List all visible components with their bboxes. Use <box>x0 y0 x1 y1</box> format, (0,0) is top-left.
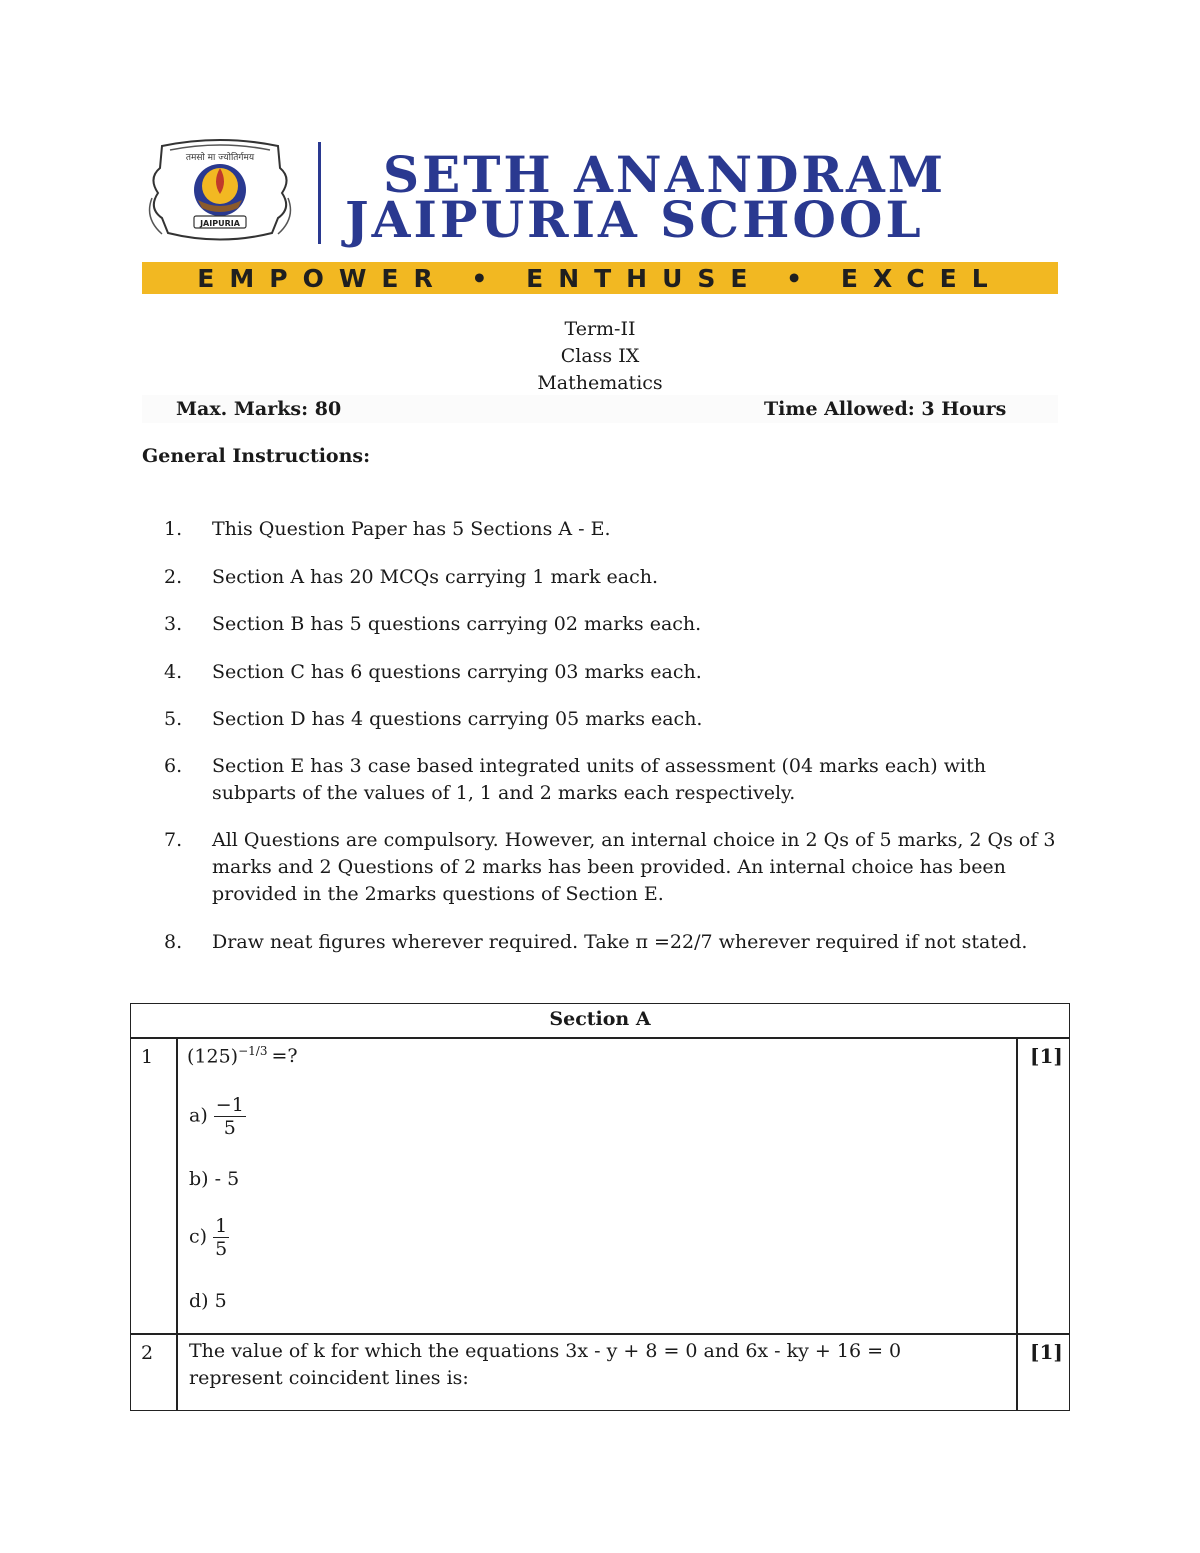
subject-title: Mathematics <box>537 372 663 394</box>
question-text: The value of k for which the equations 3x - y + 8 = 0 and 6x - ky + 16 = 0 represent coincident lines is: <box>189 1340 902 1389</box>
instruction-text: Section B has 5 questions carrying 02 marks each. <box>212 613 702 635</box>
instruction-number: 5. <box>164 708 183 730</box>
instructions-heading: General Instructions: <box>142 445 371 467</box>
option-label: a) <box>189 1104 208 1127</box>
question-exponent: −1/3 <box>238 1044 268 1058</box>
option-b: b) - 5 <box>189 1168 240 1190</box>
fraction-numerator: 1 <box>215 1215 228 1237</box>
school-name-line1: SETH ANANDRAM <box>383 145 947 204</box>
motto-text: EMPOWER • ENTHUSE • EXCEL <box>197 263 1003 293</box>
fraction-denominator: 5 <box>223 1117 236 1139</box>
section-a-heading: Section A <box>549 1008 651 1030</box>
max-marks: Max. Marks: 80 <box>176 398 342 420</box>
table-rule <box>1016 1037 1018 1411</box>
option-a <box>189 1094 246 1139</box>
svg-text:तमसो मा ज्योतिर्गमय: तमसो मा ज्योतिर्गमय <box>185 153 255 163</box>
instruction-text: This Question Paper has 5 Sections A - E. <box>212 518 611 540</box>
motto-banner <box>142 262 1058 294</box>
instruction-number: 1. <box>164 518 183 540</box>
option-d: d) 5 <box>189 1290 227 1312</box>
table-rule <box>130 1037 1070 1039</box>
fraction-denominator: 5 <box>215 1238 228 1260</box>
table-rule <box>176 1037 178 1411</box>
instruction-text: All Questions are compulsory. However, an internal choice in 2 Qs of 5 marks, 2 Qs of 3 marks and 2 Questions of 2 marks has been provided. An internal choice has been provided in the 2marks questions of Section E. <box>212 829 1056 905</box>
crest-label: JAIPURIA <box>200 219 240 228</box>
question-text <box>187 1044 298 1067</box>
school-name-line2: JAIPURIA SCHOOL <box>345 190 924 249</box>
time-allowed: Time Allowed: 3 Hours <box>764 398 1007 420</box>
class-title: Class IX <box>560 345 640 367</box>
instruction-number: 8. <box>164 931 183 953</box>
question-number: 2 <box>141 1342 154 1364</box>
instruction-text: Section D has 4 questions carrying 05 marks each. <box>212 708 703 730</box>
instruction-number: 4. <box>164 661 183 683</box>
fraction-numerator: −1 <box>215 1094 244 1116</box>
instruction-number: 6. <box>164 755 183 777</box>
instruction-text: Section A has 20 MCQs carrying 1 mark each. <box>212 566 658 588</box>
header-divider <box>318 142 321 244</box>
term-title: Term-II <box>564 318 636 340</box>
instruction-text: Draw neat figures wherever required. Take π =22/7 wherever required if not stated. <box>212 931 1028 953</box>
question-marks: [1] <box>1030 1340 1063 1364</box>
option-fraction <box>213 1215 229 1260</box>
school-crest-logo <box>142 138 298 244</box>
option-fraction <box>214 1094 246 1139</box>
question-base: (125) <box>187 1045 239 1068</box>
question-number: 1 <box>141 1046 154 1068</box>
question-marks: [1] <box>1030 1044 1063 1068</box>
instruction-text: Section C has 6 questions carrying 03 marks each. <box>212 661 702 683</box>
question-tail: =? <box>271 1045 298 1068</box>
option-c <box>189 1215 229 1260</box>
instruction-text: Section E has 3 case based integrated units of assessment (04 marks each) with subparts of the values of 1, 1 and 2 marks each respectively. <box>212 755 986 804</box>
instruction-number: 3. <box>164 613 183 635</box>
instruction-number: 2. <box>164 566 183 588</box>
instruction-number: 7. <box>164 829 183 851</box>
option-label: c) <box>189 1225 208 1248</box>
table-rule <box>130 1333 1070 1335</box>
